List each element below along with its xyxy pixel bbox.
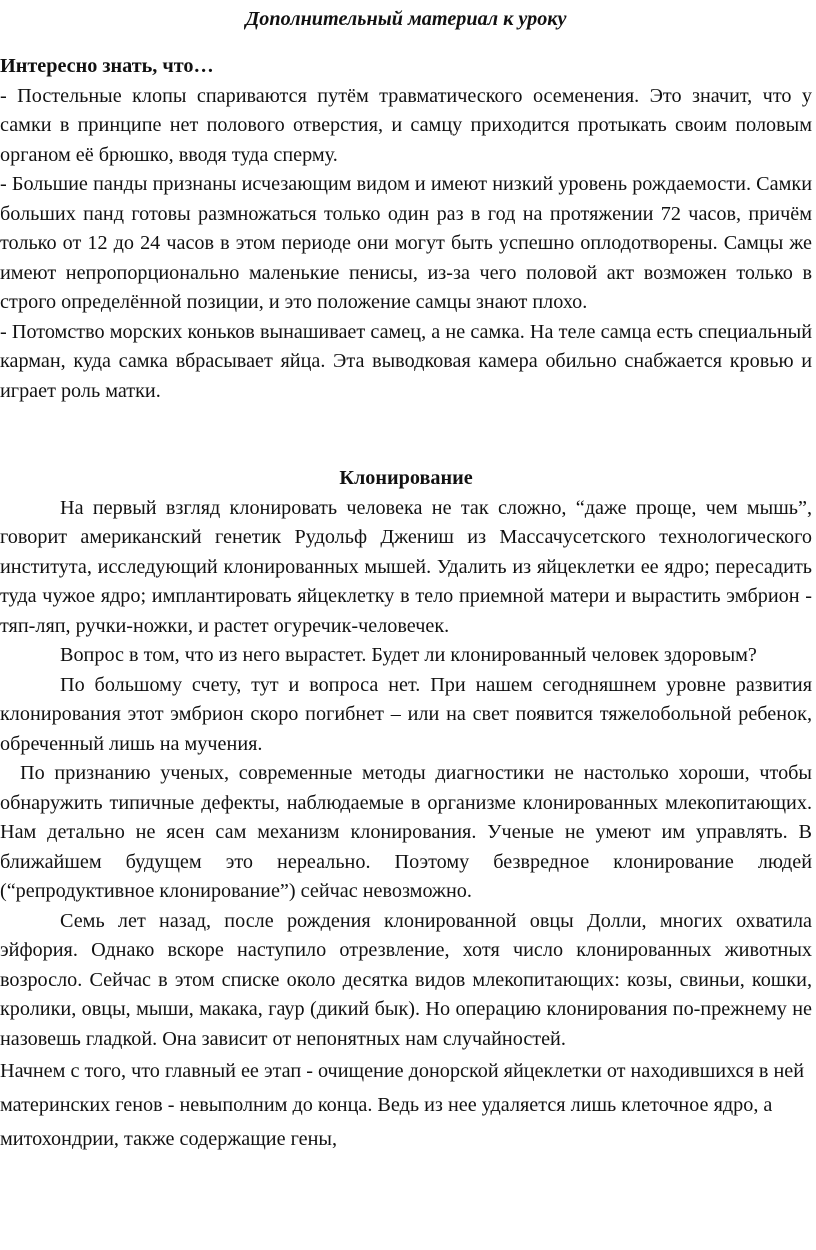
section-title: Клонирование	[339, 467, 473, 489]
spacer	[0, 406, 812, 448]
body-paragraph: Семь лет назад, после рождения клонированной овцы Долли, многих охватила эйфория. Однако вскоре наступило отрезвление, хотя число клонированных животных возросло. Сейчас в этом списке около десятка видов млекопитающих: козы, свиньи, кошки, кролики, овцы, мыши, макака, гаур (дикий бык). Но операцию клонирования по-прежнему не назовешь гладкой. Она зависит от непонятных нам случайностей.	[0, 909, 812, 1050]
fact-paragraph: - Большие панды признаны исчезающим видом и имеют низкий уровень рождаемости. Самки больших панд готовы размножаться только один раз в год на протяжении 72 часов, причём только от 12 до 24 часов в этом периоде они могут быть успешно оплодотворены. Самцы же имеют непропорционально маленькие пенисы, из-за чего половой акт возможен только в строго определённой позиции, и это положение самцы знают плохо.	[0, 173, 812, 313]
body-paragraph: Вопрос в том, что из него вырастет. Будет ли клонированный человек здоровым?	[60, 644, 757, 666]
fact-paragraph: - Постельные клопы спариваются путём травматического осеменения. Это значит, что у самки в принципе нет полового отверстия, и самцу приходится протыкать своим половым органом её брюшко, вводя туда сперму.	[0, 84, 812, 166]
body-paragraph: Начнем с того, что главный ее этап - очищение донорской яйцеклетки от находившихся в ней материнских генов - невыполним до конца. Ведь из нее удаляется лишь клеточное ядро, а митохондрии, также содержащие гены,	[0, 1060, 805, 1150]
body-paragraph: По большому счету, тут и вопроса нет. При нашем сегодняшнем уровне развития клонирования этот эмбрион скоро погибнет – или на свет появится тяжелобольной ребенок, обреченный лишь на мучения.	[0, 673, 812, 755]
document-title: Дополнительный материал к уроку	[245, 8, 567, 30]
facts-heading: Интересно знать, что…	[0, 55, 214, 77]
fact-paragraph: - Потомство морских коньков вынашивает самец, а не самка. На теле самца есть специальный карман, куда самка вбрасывает яйца. Эта выводковая камера обильно снабжается кровью и играет роль матки.	[0, 320, 812, 402]
body-paragraph: На первый взгляд клонировать человека не так сложно, “даже проще, чем мышь”, говорит американский генетик Рудольф Джениш из Массачусетского технологического института, исследующий клонированных мышей. Удалить из яйцеклетки ее ядро; пересадить туда чужое ядро; имплантировать яйцеклетку в тело приемной матери и вырастить эмбрион - тяп-ляп, ручки-ножки, и растет огуречик-человечек.	[0, 496, 812, 637]
body-paragraph: По признанию ученых, современные методы диагностики не настолько хороши, чтобы обнаружить типичные дефекты, наблюдаемые в организме клонированных млекопитающих. Нам детально не ясен сам механизм клонирования. Ученые не умеют им управлять. В ближайшем будущем это нереально. Поэтому безвредное клонирование людей (“репродуктивное клонирование”) сейчас невозможно.	[0, 762, 812, 902]
